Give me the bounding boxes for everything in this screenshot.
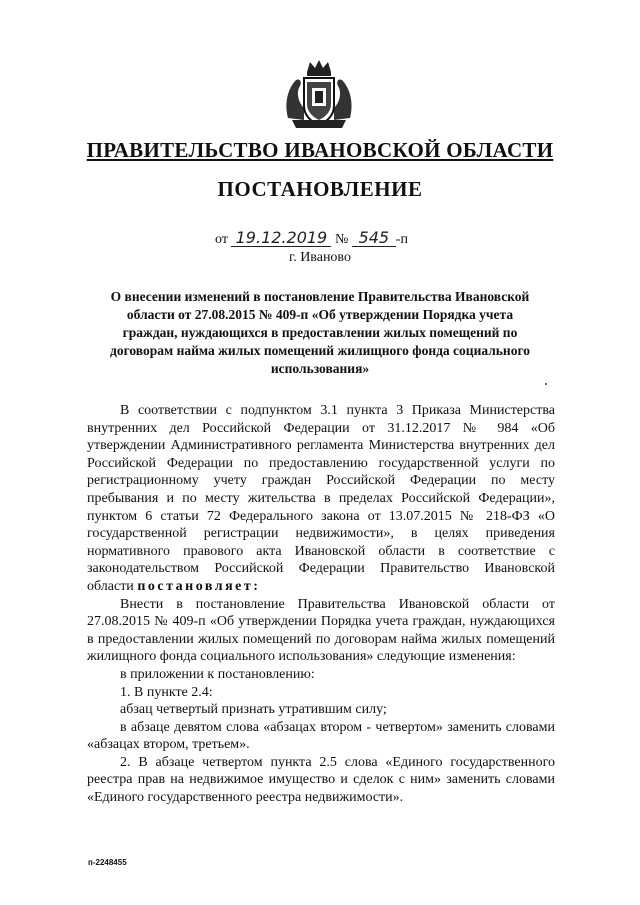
document-body — [87, 402, 555, 807]
body-paragraph: 1. В пункте 2.4: — [120, 684, 213, 700]
resolves-word: постановляет: — [137, 578, 261, 594]
coat-of-arms-icon — [282, 58, 356, 130]
body-paragraph: абзац четвертый признать утратившим силу; — [120, 702, 387, 718]
city: г. Иваново — [289, 250, 351, 265]
handwritten-number: 545 — [352, 230, 396, 247]
number-suffix: -п — [395, 232, 408, 247]
date-prefix: от — [215, 232, 228, 247]
body-paragraph: в приложении к постановлению: — [120, 666, 315, 682]
date-number-line — [215, 230, 408, 248]
scan-speck — [545, 383, 547, 385]
body-paragraph: В соответствии с подпунктом 3.1 пункта 3 Приказа Министерства внутренних дел Российской Федерации от 31.12.2017 № 984 «Об утверждении Административного регламента Министерства внутренних дел Российской Федерации по предоставлению государственной услуги по регистрационному учету граждан Российской Федерации по месту пребывания и по месту жительства в пределах Российской Федерации», пунктом 6 статьи 72 Федерального закона от 13.07.2015 № 218-ФЗ «О государственной регистрации недвижимости», в целях приведения нормативного правового акта Ивановской области в соответствие с законодательством Российской Федерации Правительство Ивановской области постановляет: — [87, 403, 555, 594]
document-subject: О внесении изменений в постановление Правительства Ивановской области от 27.08.2015 № 409-п «Об утверждении Порядка учета граждан, нуждающихся в предоставлении жилых помещений по договорам найма жилых помещений жилищного фонда социального использования» — [110, 289, 531, 376]
government-name: ПРАВИТЕЛЬСТВО ИВАНОВСКОЙ ОБЛАСТИ — [86, 138, 554, 162]
handwritten-date: 19.12.2019 — [231, 230, 331, 247]
body-paragraph: 2. В абзаце четвертом пункта 2.5 слова «Единого государственного реестра прав на недвижимое имущество и сделок с ним» заменить словами «Единого государственного реестра недвижимости». — [87, 754, 555, 806]
number-prefix: № — [334, 232, 349, 247]
body-paragraph: в абзаце девятом слова «абзацах втором - четвертом» заменить словами «абзацах втором, третьем». — [87, 719, 555, 753]
footer-code: п-2248455 — [88, 858, 127, 867]
body-paragraph: Внести в постановление Правительства Ивановской области от 27.08.2015 № 409-п «Об утверждении Порядка учета граждан, нуждающихся в предоставлении жилых помещений по договорам найма жилых помещений жилищного фонда социального использования» следующие изменения: — [87, 596, 555, 665]
document-type: ПОСТАНОВЛЕНИЕ — [217, 177, 423, 201]
